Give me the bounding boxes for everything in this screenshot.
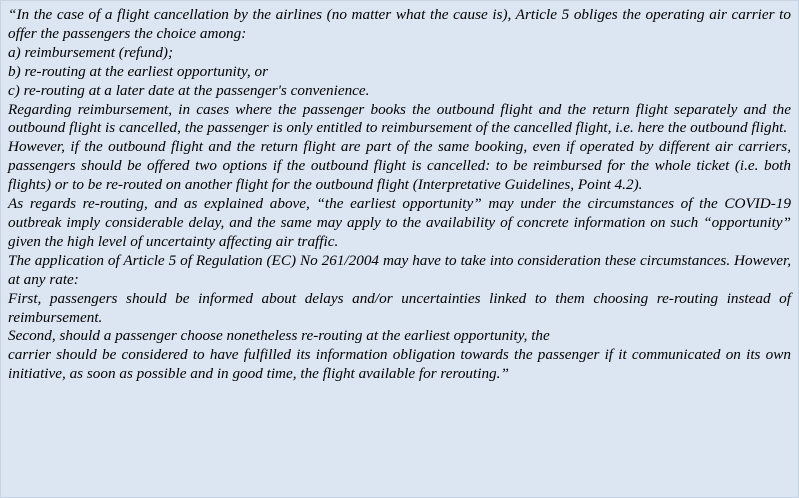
paragraph-same-booking: However, if the outbound flight and the return flight are part of the same booking, even if operated by different air carriers, passengers should be offered two options if the outbound flight is cancelled: to be reimbursed for the whole ticket (i.e. both flights) or to be re-routed on another flight for the outbound flight (Interpretative Guidelines, Point 4.2).	[8, 138, 791, 194]
paragraph-application: The application of Article 5 of Regulation (EC) No 261/2004 may have to take into consideration these circumstances. However, at any rate:	[8, 251, 791, 288]
paragraph-reimbursement: Regarding reimbursement, in cases where the passenger books the outbound flight and the return flight separately and the outbound flight is cancelled, the passenger is only entitled to reimbursement of the cancelled flight, i.e. here the outbound flight.	[8, 100, 791, 137]
paragraph-first: First, passengers should be informed about delays and/or uncertainties linked to them choosing re-routing instead of reimbursement.	[8, 289, 791, 326]
option-reimbursement: a) reimbursement (refund);	[8, 43, 174, 61]
option-rerouting-earliest: b) re-routing at the earliest opportunity, or	[8, 62, 268, 80]
paragraph-carrier: carrier should be considered to have fulfilled its information obligation towards the passenger if it communicated on its own initiative, as soon as possible and in good time, the flight available for rerouting.”	[8, 346, 791, 383]
paragraph-second: Second, should a passenger choose nonetheless re-routing at the earliest opportunity, the	[8, 327, 550, 345]
paragraph-rerouting: As regards re-routing, and as explained above, “the earliest opportunity” may under the circumstances of the COVID-19 outbreak imply considerable delay, and the same may apply to the availability of concrete information on such “opportunity” given the high level of uncertainty affecting air traffic.	[8, 195, 791, 250]
quote-intro: “In the case of a flight cancellation by the airlines (no matter what the cause is), Article 5 obliges the operating air carrier to offer the passengers the choice among:	[8, 6, 791, 42]
option-rerouting-later: c) re-routing at a later date at the passenger's convenience.	[8, 81, 370, 99]
